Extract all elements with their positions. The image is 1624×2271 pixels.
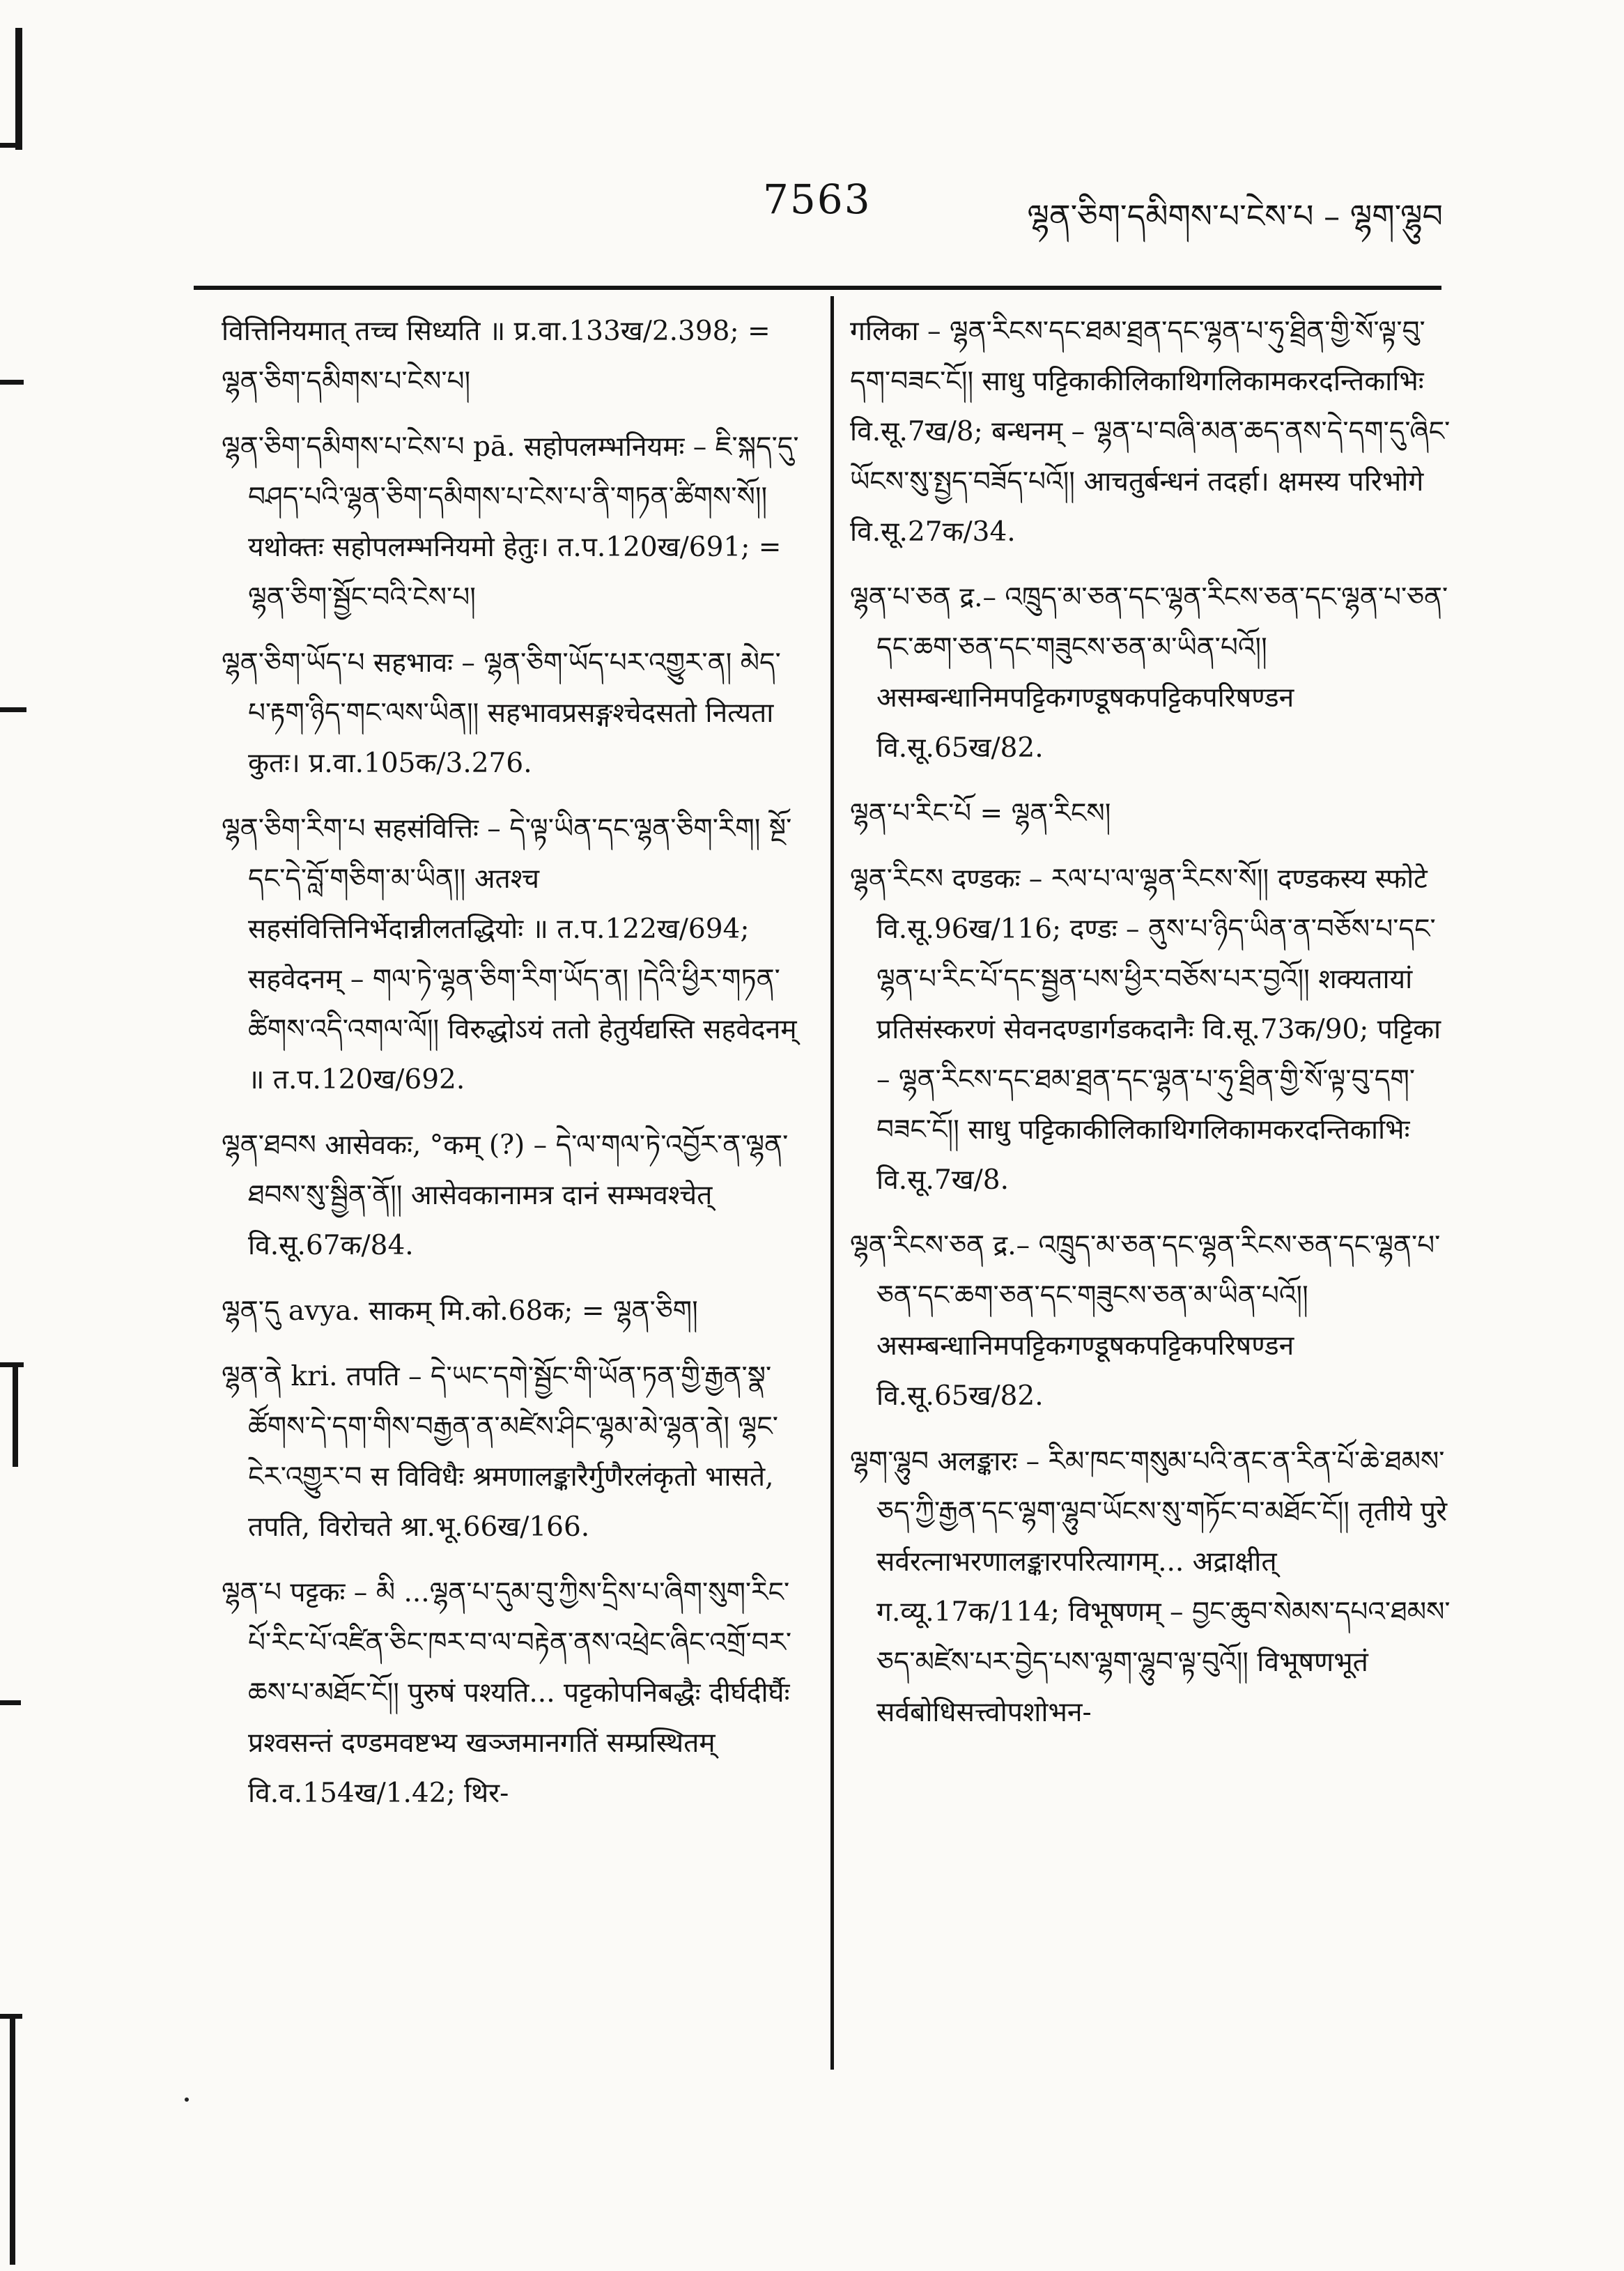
dictionary-entry: ལྷན་པ་རིང་པོ = ལྷན་རིངས། [850,798,1111,829]
dictionary-entry: ལྷན་པ पट्टकः – མི ...ལྷན་པ་དུམ་བུ་ཀྱིས་དྲིས་པ་ཞིག་སུག་རིང་པོ་རིང་པོ་འཛིན་ཅིང་ཁར་བ་ལ་བརྟེན་ནས་འཕྲེང་ཞིང་འགྲོ་བར་ཆས་པ་མཐོང་ངོ།། पुरुषं पश्यति... पट्टकोपनिबद्धैः दीर्घदीर्घैः प्रश्वसन्तं दण्डमवष्टभ्य खञ्जमानगतिं सम्प्रस्थितम् वि.व.154ख/1.42; थिर- [222,1577,792,1809]
dictionary-entry: ལྷན་ཅིག་ཡོད་པ सहभावः – ལྷན་ཅིག་ཡོད་པར་འགྱུར་ན། མེད་པ་རྟག་ཉིད་གང་ལས་ཡིན།། सहभावप्रसङ्गश्चेदसतो नित्यता कुतः। प्र.वा.105क/3.276. [222,647,781,779]
header-rule [194,286,1441,290]
dictionary-entry: ལྷན་ཐབས आसेवकः, °कम् (?) – དེ་ལ་གལ་ཏེ་འབྱོར་ན་ལྷན་ཐབས་སུ་སྦྱིན་ནོ།། आसेवकानामत्र दानं सम्भवश्चेत् वि.सू.67क/84. [222,1130,789,1261]
dictionary-entry: ལྷན་རིངས་ཅན द्र.– འཁྲུད་མ་ཅན་དང་ལྷན་རིངས་ཅན་དང་ལྷན་པ་ཅན་དང་ཆག་ཅན་དང་གཟུངས་ཅན་མ་ཡིན་པའོ།། असम्बन्धानिमपट्टिकगण्डूषकपट्टिकपरिषण्डन वि.सू.65ख/82. [850,1230,1441,1412]
binding-mark [0,380,24,385]
dictionary-entry: ལྷན་ཅིག་དམིགས་པ་ངེས་པ pā. सहोपलम्भनियमः – ཇི་སྐད་དུ་བཤད་པའི་ལྷན་ཅིག་དམིགས་པ་ངེས་པ་ནི་གཏན་ཚིགས་སོ།། यथोक्तः सहोपलम्भनियमो हेतुः। त.प.120ख/691; = ལྷན་ཅིག་སྦྱོང་བའི་ངེས་པ། [222,431,799,613]
binding-mark [0,1362,24,1367]
dictionary-entry: ལྷན་ནེ kri. तपति – དེ་ཡང་དགེ་སྦྱོང་གི་ཡོན་ཏན་གྱི་རྒྱན་སྣ་ཚོགས་དེ་དག་གིས་བརྒྱན་ན་མཛེས་ཤིང་ལྷམ་མེ་ལྷན་ནེ། ལྷང་ངེར་འགྱུར་བ स विविधैः श्रमणालङ्कारैर्गुणैरलंकृतो भासते, तपति, विरोचते श्रा.भू.66ख/166. [222,1361,778,1543]
dictionary-entry: ལྷན་རིངས दण्डकः – རལ་པ་ལ་ལྷན་རིངས་སོ།། दण्डकस्य स्फोटे वि.सू.96ख/116; दण्डः – ནུས་པ་ཉིད་ཡིན་ན་བཅོས་པ་དང་ལྷན་པ་རིང་པོ་དང་སྦྱན་པས་ཕྱིར་བཅོས་པར་བྱའོ།། शक्यतायां प्रतिसंस्करणं सेवनदण्डार्गडकदानैः वि.सू.73क/90; पट्टिका – ལྷན་རིངས་དང་ཐམ་ཐྲན་དང་ལྷན་པ་ཧུ་ཐྲིན་གྱི་སོ་ལྟ་བུ་དག་བཟང་ངོ།། साधु पट्टिकाकीलिकाथिगलिकामकरदन्तिकाभिः वि.सू.7ख/8. [850,863,1441,1196]
dictionary-entry: ལྷན་ཅིག་རིག་པ सहसंवित्तिः – དེ་ལྟ་ཡིན་དང་ལྷན་ཅིག་རིག། སྔོ་དང་དེ་བློ་གཅིག་མ་ཡིན།། अतश्च सहसंवित्तिनिर्भेदान्नीलतद्धियोः ॥ त.प.122ख/694; सहवेदनम् – གལ་ཏེ་ལྷན་ཅིག་རིག་ཡོད་ན། །དེའི་ཕྱིར་གཏན་ཚིགས་འདི་འགལ་ལོ།། विरुद्धोऽयं ततो हेतुर्यद्यस्ति सहवेदनम् ॥ त.प.120ख/692. [222,813,797,1095]
binding-mark [0,143,20,148]
dictionary-entry: गलिका – ལྷན་རིངས་དང་ཐམ་ཐྲན་དང་ལྷན་པ་ཧུ་ཐྲིན་གྱི་སོ་ལྟ་བུ་དག་བཟང་ངོ།། साधु पट्टिकाकीलिकाथिगलिकामकरदन्तिकाभिः वि.सू.7ख/8; बन्धनम् – ལྷན་པ་བཞི་མན་ཆད་ནས་དེ་དག་དུ་ཞིང་ཡོངས་སུ་སྤྱད་བཟོད་པའོ།། आचतुर्बन्धनं तदर्हा। क्षमस्य परिभोगे वि.सू.27क/34. [850,316,1451,548]
dictionary-entry: ལྷན་པ་ཅན द्र.– འཁྲུད་མ་ཅན་དང་ལྷན་རིངས་ཅན་དང་ལྷན་པ་ཅན་དང་ཆག་ཅན་དང་གཟུངས་ཅན་མ་ཡིན་པའོ།། असम्बन्धानिमपट्टिकगण्डूषकपट्टिकपरिषण्डन वि.सू.65ख/82. [850,582,1448,764]
column-divider [830,296,834,2070]
dictionary-entry: वित्तिनियमात् तच्च सिध्यति ॥ प्र.वा.133ख/2.398; = ལྷན་ཅིག་དམིགས་པ་ངེས་པ། [222,316,771,397]
binding-mark [0,707,26,712]
dictionary-entry: ལྷན་དུ avya. साकम् मि.को.68क; = ལྷན་ཅིག། [222,1295,698,1327]
right-column [850,307,1456,1753]
guide-words: ལྷན་ཅིག་དམིགས་པ་ངེས་པ – ལྷག་ལྷུབ [1027,197,1443,235]
binding-mark [15,28,22,150]
binding-mark [13,1362,18,1467]
binding-mark [0,1700,21,1705]
left-column [222,307,800,1834]
dictionary-entry: ལྷག་ལྷུབ अलङ्कारः – རིམ་ཁང་གསུམ་པའི་ནང་ན་རིན་པོ་ཆེ་ཐམས་ཅད་ཀྱི་རྒྱན་དང་ལྷག་ལྷུབ་ཡོངས་སུ་གཏོང་བ་མཐོང་ངོ།། तृतीये पुरे सर्वरत्नाभरणालङ्कारपरित्यागम्... अद्राक्षीत् ग.व्यू.17क/114; विभूषणम् – བྱང་ཆུབ་སེམས་དཔའ་ཐམས་ཅད་མཛེས་པར་བྱེད་པས་ལྷག་ལྷུབ་ལྟ་བུའོ།། विभूषणभूतं सर्वबोधिसत्त्वोपशोभन- [850,1446,1451,1728]
ink-speck [185,2097,189,2102]
binding-mark [10,2014,15,2265]
page-number: 7563 [763,176,872,223]
